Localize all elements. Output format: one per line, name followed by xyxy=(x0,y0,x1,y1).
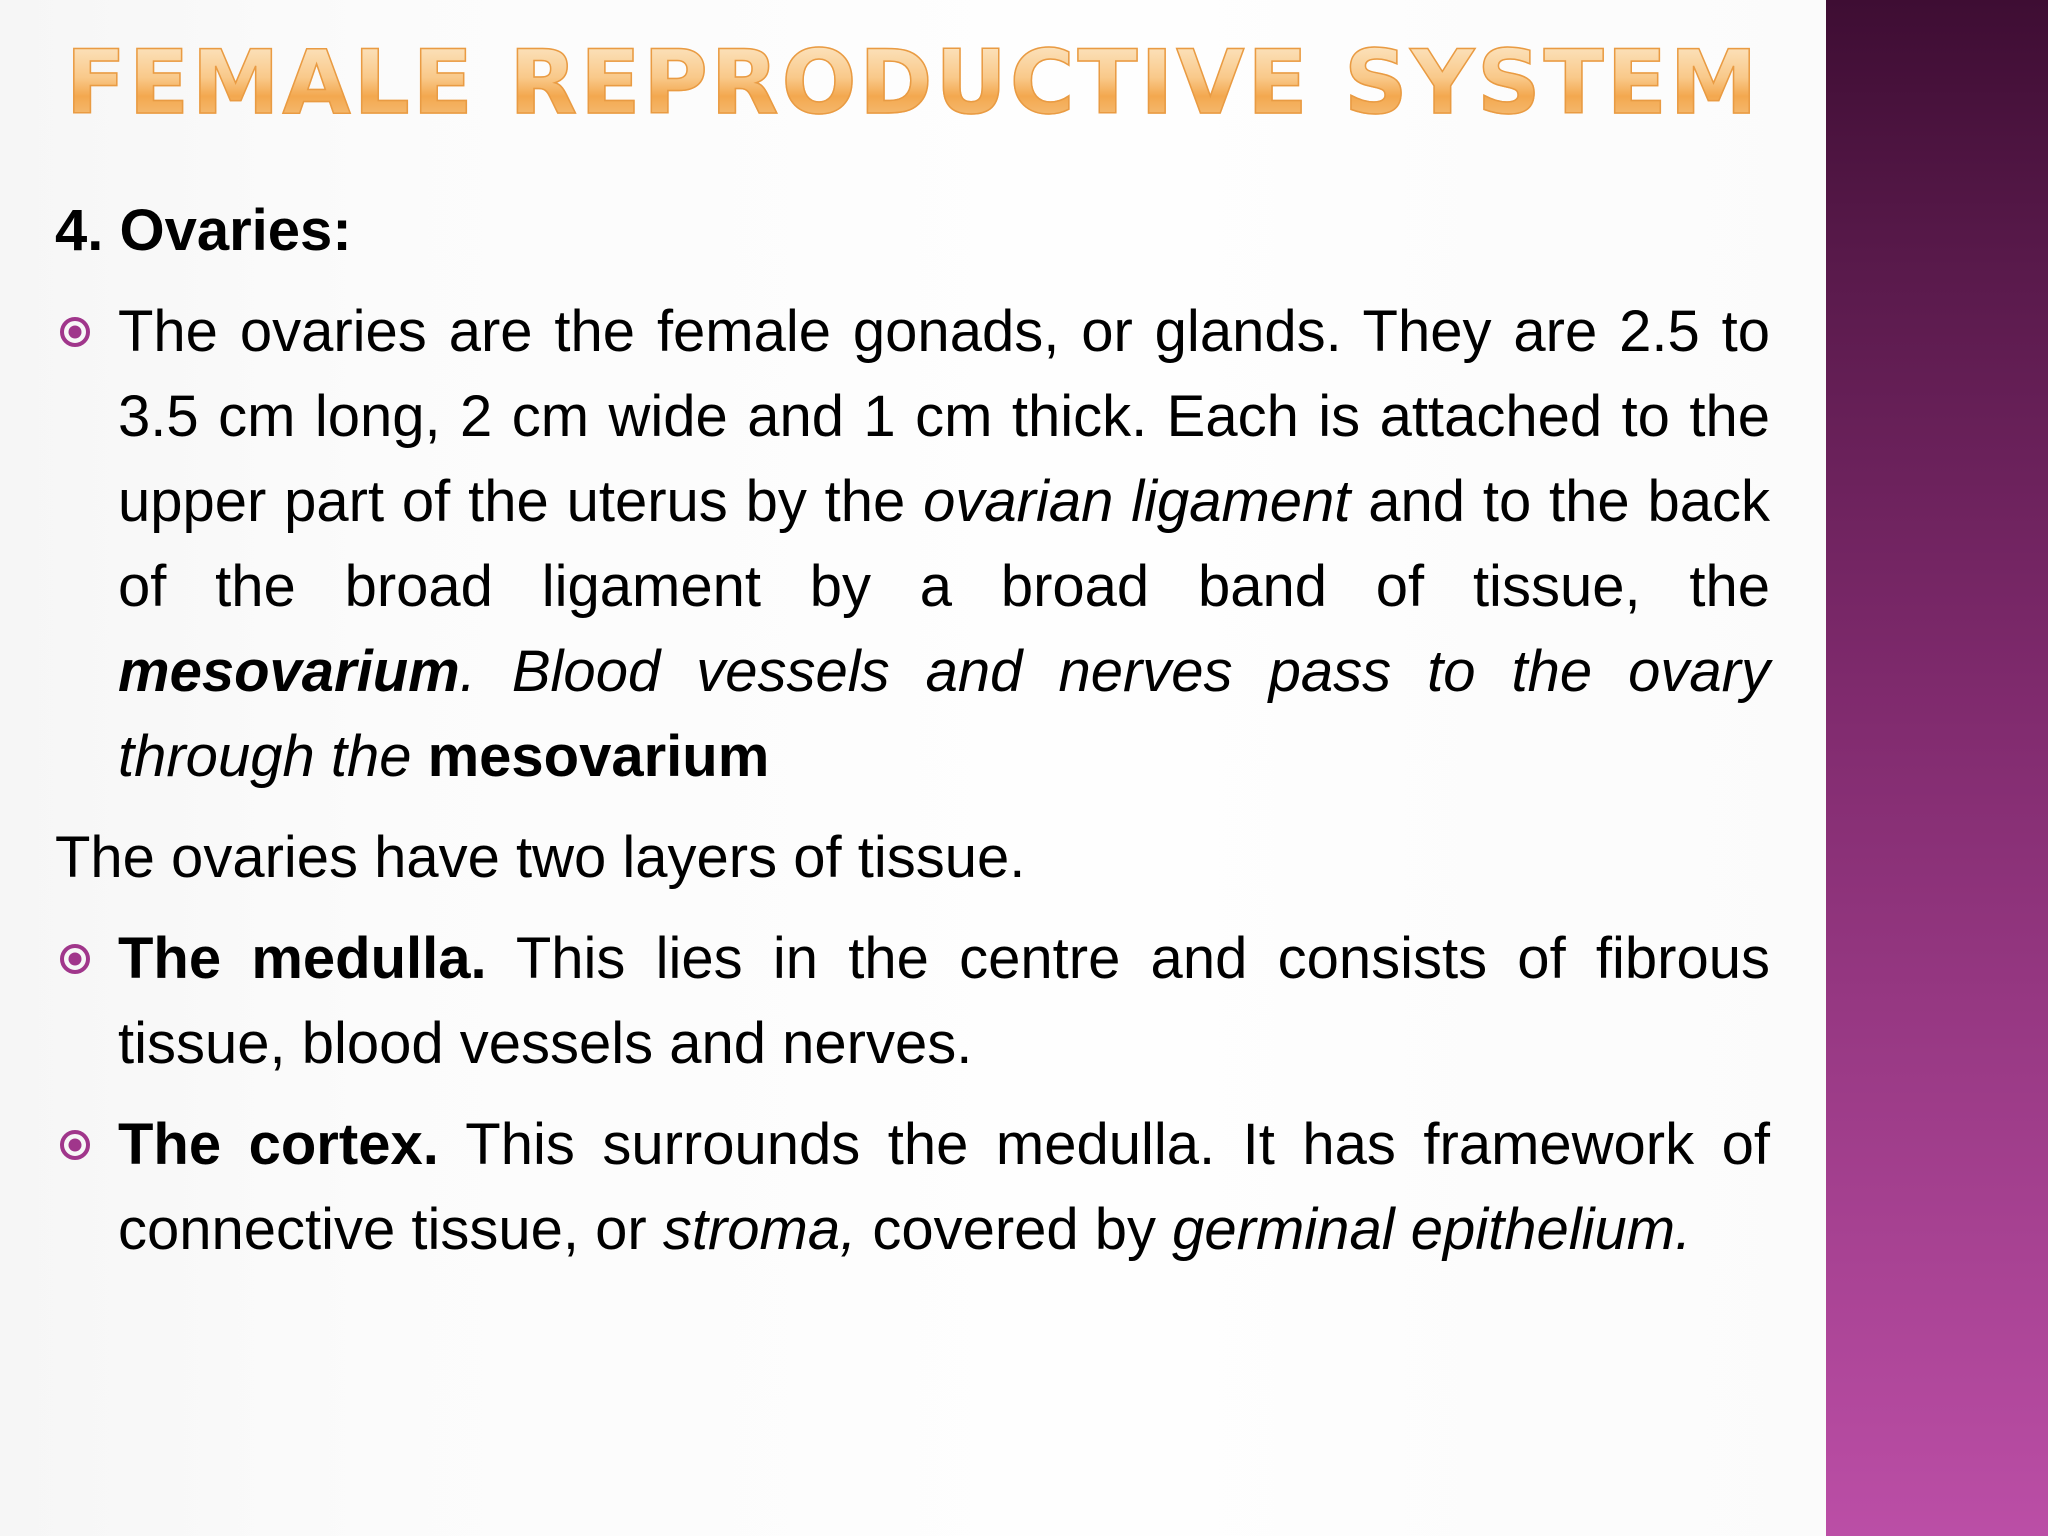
medulla-term: The medulla. xyxy=(118,926,487,991)
title-area xyxy=(0,0,1826,160)
paragraph1-text-3: and to the back of the broad ligament by a broad band of tissue, the xyxy=(118,469,1770,619)
layers-intro-text: The ovaries have two layers of tissue. xyxy=(55,825,1026,890)
bullet-paragraph-ovaries xyxy=(55,289,1770,799)
slide-body xyxy=(55,188,1770,1288)
section-heading: 4. Ovaries: xyxy=(55,198,352,263)
germinal-epithelium-term: germinal epithelium. xyxy=(1172,1197,1692,1262)
medulla-description: This lies in the centre and consists of fibrous tissue, blood vessels and nerves. xyxy=(118,926,1770,1076)
cortex-term: The cortex. xyxy=(118,1112,439,1177)
cortex-text-3: covered by xyxy=(856,1197,1173,1262)
circled-dot-bullet-icon xyxy=(58,1128,92,1162)
cortex-text-1: This surrounds the medulla. It has framework of connective tissue, or xyxy=(118,1112,1770,1262)
mesovarium-term: mesovarium xyxy=(118,639,460,704)
stroma-term: stroma, xyxy=(662,1197,857,1262)
paragraph1-text-5: . Blood vessels and nerves pass to the ovary through the xyxy=(118,639,1770,789)
purple-side-bar xyxy=(1826,0,2048,1536)
slide-title: FEMALE REPRODUCTIVE SYSTEM xyxy=(0,28,1826,138)
bullet-paragraph-cortex xyxy=(55,1102,1770,1272)
ovarian-ligament-term: ovarian ligament xyxy=(923,469,1351,534)
bullet-paragraph-medulla xyxy=(55,916,1770,1086)
paragraph1-text-1: The ovaries are the female gonads, or glands. They are 2.5 to 3.5 cm long, 2 cm wide and 1 cm thick. Each is attached to the upper part of the uterus by the xyxy=(118,299,1770,534)
circled-dot-bullet-icon xyxy=(58,315,92,349)
circled-dot-bullet-icon xyxy=(58,942,92,976)
mesovarium-bold-term: mesovarium xyxy=(427,724,770,789)
